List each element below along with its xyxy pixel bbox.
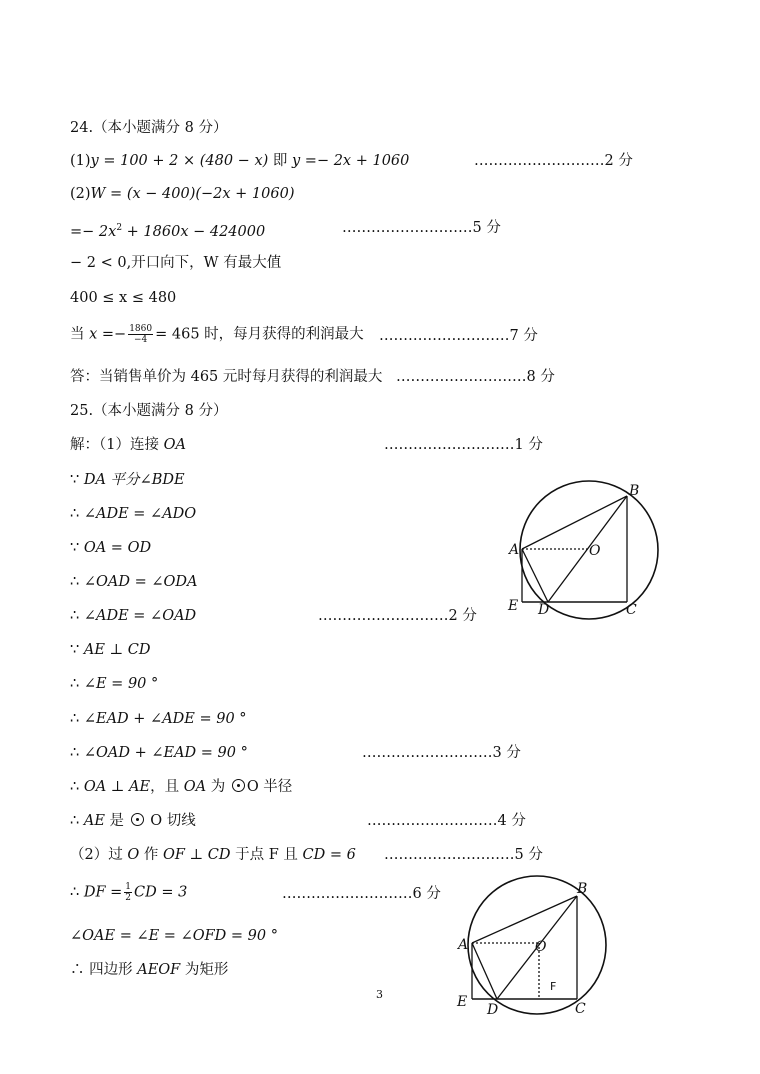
q24-l1-points: ………………………2 分 (474, 153, 633, 169)
therefore-symbol: ∴ (70, 711, 84, 727)
q25-l16-math: AEOF (137, 962, 181, 978)
q24-l1-part: (1) (70, 153, 91, 169)
q24-header: 24.（本小题满分 8 分） (70, 120, 228, 136)
q25-l13-math-3: CD = 6 (302, 847, 356, 863)
q24-l7-points: ………………………8 分 (396, 369, 555, 385)
q24-line-6 (70, 324, 364, 345)
q24-l1-formula: y = 100 + 2 × (480 − x) (90, 153, 269, 169)
label-d: D (487, 1002, 499, 1018)
q25-l7-math: AE ⊥ CD (83, 642, 151, 658)
because-symbol: ∵ (70, 642, 84, 658)
fraction-denominator: −4 (134, 335, 148, 345)
q24-line-7: 答：当销售单价为 465 元时每月获得的利润最大 (70, 369, 383, 385)
therefore-symbol: ∴ (70, 676, 84, 692)
q25-l14-math: DF = (83, 884, 123, 901)
q25-l14-fraction (124, 882, 132, 903)
q25-l11-math: OA ⊥ AE (83, 779, 151, 795)
label-b: B (577, 881, 588, 897)
q24-line-5: 400 ≤ x ≤ 480 (70, 290, 177, 306)
q24-l1-part: 即 (268, 153, 292, 169)
q24-l6-fraction (128, 324, 153, 345)
q25-l1-math: OA (163, 437, 186, 453)
therefore-symbol: ∴ (70, 608, 84, 624)
q25-l6-math: ∠ADE = ∠OAD (83, 608, 197, 624)
q24-l3-points: ………………………5 分 (342, 220, 501, 236)
q25-l13-text-2: 作 (139, 847, 163, 863)
geometry-figure-1 (505, 480, 665, 620)
q25-l12-math: AE (83, 813, 105, 829)
therefore-symbol: ∴ (70, 745, 84, 761)
q25-l13-points: ………………………5 分 (384, 847, 543, 863)
q25-l12-points: ………………………4 分 (367, 813, 526, 829)
q25-line-2 (70, 470, 185, 490)
q24-l6-formula-2: = 465 (155, 326, 200, 343)
q25-l16-text: ∴ 四边形 (70, 962, 138, 978)
geometry-figure-2 (455, 873, 615, 1018)
q25-line-4 (70, 538, 151, 558)
q25-line-14 (70, 882, 187, 903)
q25-line-9 (70, 709, 247, 729)
q25-l14-math-2: CD = 3 (134, 884, 188, 901)
q24-l2-part: (2) (70, 186, 91, 202)
fraction-numerator: 1 (125, 882, 132, 892)
q25-l9-math: ∠EAD + ∠ADE = 90 ° (83, 711, 247, 727)
label-e: E (508, 598, 519, 614)
q25-l10-points: ………………………3 分 (362, 745, 521, 761)
q25-l11-math-2: OA (183, 779, 207, 795)
q24-line-3 (70, 218, 265, 242)
label-b: B (629, 483, 640, 499)
q25-line-8 (70, 674, 158, 694)
q25-l1-points: ………………………1 分 (384, 437, 543, 453)
label-a: A (458, 937, 469, 953)
circle-dot-icon (131, 813, 144, 826)
q25-line-11 (70, 777, 292, 797)
q25-l13-math-2: OF ⊥ CD (162, 847, 231, 863)
because-symbol: ∵ (70, 472, 84, 488)
q24-l6-formula: x =− (89, 326, 127, 343)
q25-l12-text: 是 (104, 813, 129, 829)
q25-line-7 (70, 640, 150, 660)
q24-line-2 (70, 184, 295, 204)
q25-line-16 (70, 960, 228, 980)
q25-l13-math: O (127, 847, 140, 863)
q25-line-5 (70, 572, 197, 592)
q25-l16-text-2: 为矩形 (180, 962, 229, 978)
q24-l3-exponent: 2 (116, 223, 123, 233)
q24-l1-formula-2: y =− 2x + 1060 (292, 153, 410, 169)
q25-l11-text: ，且 (150, 779, 184, 795)
q25-l11-text-2: 为 (206, 779, 230, 795)
q25-line-10 (70, 743, 248, 763)
q25-l3-math: ∠ADE = ∠ADO (83, 506, 197, 522)
q25-l14-points: ………………………6 分 (282, 886, 441, 902)
because-symbol: ∵ (70, 540, 84, 556)
q25-line-3 (70, 504, 196, 524)
q24-l2-formula: W = (x − 400)(−2x + 1060) (90, 186, 295, 202)
q25-l5-math: ∠OAD = ∠ODA (83, 574, 198, 590)
q25-l2-math-2: ∠BDE (139, 472, 185, 488)
label-e: E (457, 994, 468, 1010)
q24-line-4 (70, 253, 281, 273)
q24-l6-points: ………………………7 分 (379, 328, 538, 344)
q24-l3-formula: =− 2x (70, 223, 117, 240)
page-number: 3 (376, 988, 383, 1001)
label-f: F (550, 980, 557, 993)
label-d: D (538, 602, 550, 618)
fraction-denominator: 2 (125, 893, 132, 903)
therefore-symbol: ∴ (70, 813, 84, 829)
q25-l4-math: OA = OD (83, 540, 152, 556)
q25-line-12 (70, 811, 196, 831)
q25-l15-math: ∠OAE = ∠E = ∠OFD = 90 ° (70, 928, 278, 944)
label-a: A (509, 542, 520, 558)
segment-ab (472, 896, 577, 943)
q24-l3-formula-2: + 1860x − 424000 (122, 223, 266, 240)
label-o: O (589, 543, 601, 559)
therefore-symbol: ∴ (70, 574, 84, 590)
label-c: C (626, 602, 637, 618)
q25-line-1 (70, 435, 186, 455)
q25-l10-math: ∠OAD + ∠EAD = 90 ° (83, 745, 248, 761)
q25-header: 25.（本小题满分 8 分） (70, 403, 228, 419)
therefore-symbol: ∴ (70, 506, 84, 522)
fraction-numerator: 1860 (129, 324, 153, 334)
therefore-symbol: ∴ (70, 884, 84, 901)
q24-l6-text: 当 (70, 326, 90, 343)
q25-l11-text-3: O 半径 (246, 779, 293, 795)
q25-l2-math: DA (83, 472, 106, 488)
q25-l12-text-2: O 切线 (145, 813, 196, 829)
q24-l4-formula: − 2 < 0 (70, 255, 127, 271)
circle-dot-icon (232, 779, 245, 792)
q25-l6-points: ………………………2 分 (318, 608, 477, 624)
label-o: O (535, 939, 547, 955)
q25-l2-text: 平分 (105, 472, 140, 488)
therefore-symbol: ∴ (70, 779, 84, 795)
q25-l13-text-3: 于点 F 且 (230, 847, 303, 863)
q25-line-6 (70, 606, 196, 626)
q25-l1-text: 解：（1）连接 (70, 437, 164, 453)
q25-line-15 (70, 926, 278, 946)
q24-l4-text: ,开口向下，W 有最大值 (126, 255, 282, 271)
q25-line-13 (70, 845, 356, 865)
q24-l6-text-2: 时，每月获得的利润最大 (199, 326, 364, 343)
q24-line-1 (70, 151, 409, 171)
q25-l13-text: （2）过 (70, 847, 128, 863)
q25-l8-math: ∠E = 90 ° (83, 676, 159, 692)
label-c: C (575, 1001, 586, 1017)
